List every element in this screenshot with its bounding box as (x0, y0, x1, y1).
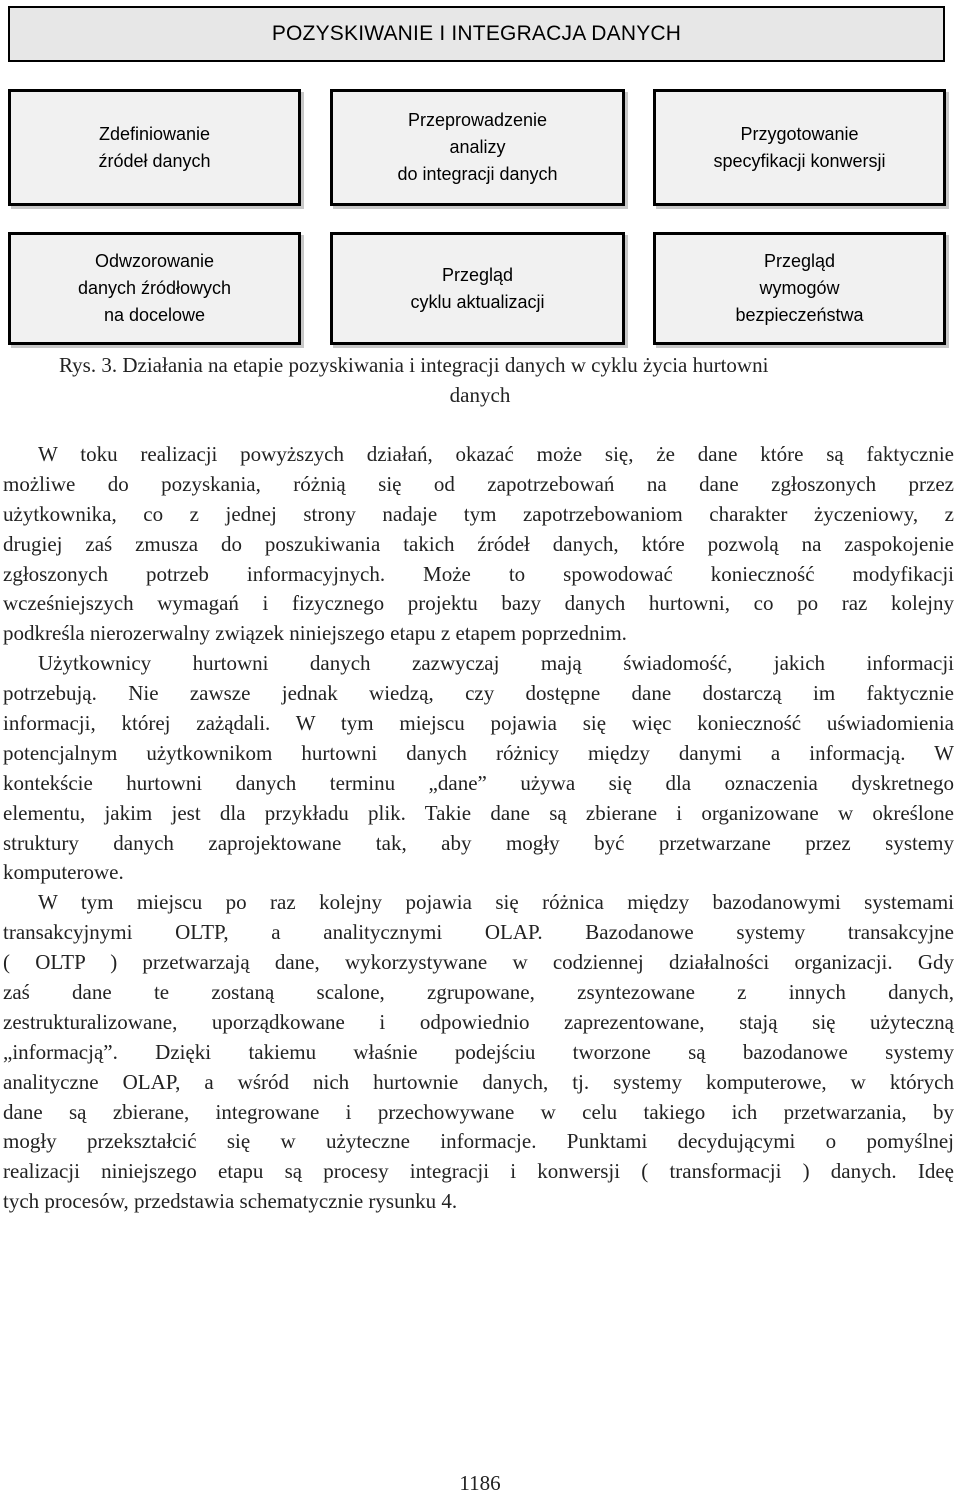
body-text (3, 440, 954, 1217)
caption-line-2: danych (449, 383, 511, 407)
text-line: drugiej zaś zmusza do poszukiwania takich źródeł danych, które pozwolą na zaspokojenie (3, 531, 954, 556)
text-line: analityczne OLAP, a wśród nich hurtownie danych, tj. systemy komputerowe, w których (3, 1069, 954, 1094)
text-line: możliwe do pozyskania, różnią się od zapotrzebowań na dane zgłoszonych przez (3, 471, 954, 496)
figure-banner-title: POZYSKIWANIE I INTEGRACJA DANYCH (271, 22, 682, 45)
box-define-sources: Zdefiniowanie źródeł danych (8, 89, 301, 206)
text-line: realizacji niniejszego etapu są procesy integracji i konwersji ( transformacji ) danych. Ideę (3, 1159, 954, 1184)
text-line: dane są zbierane, integrowane i przechowywane w celu takiego ich przetwarzania, by (3, 1099, 954, 1124)
text-line: ( OLTP ) przetwarzają dane, wykorzystywane w codziennej działalności organizacji. Gdy (3, 950, 954, 975)
text-line: zgłoszonych potrzeb informacyjnych. Może to spowodować konieczność modyfikacji (3, 561, 954, 586)
text-line: transakcyjnymi OLTP, a analitycznymi OLAP. Bazodanowe systemy transakcyjne (3, 920, 954, 945)
text-line: struktury danych zaprojektowane tak, aby mogły być przetwarzane przez systemy (3, 830, 954, 855)
box-conversion-spec: Przygotowanie specyfikacji konwersji (653, 89, 946, 206)
text-line: W tym miejscu po raz kolejny pojawia się różnica między bazodanowymi systemami (38, 890, 954, 915)
text-line: W toku realizacji powyższych działań, okazać może się, że dane które są faktycznie (38, 442, 954, 466)
figure-caption (0, 350, 960, 410)
text-line: „informacją”. Dzięki takiemu właśnie podejściu tworzone są bazodanowe systemy (3, 1039, 954, 1064)
figure-banner (8, 6, 945, 62)
caption-line-1: Rys. 3. Działania na etapie pozyskiwania i integracji danych w cyklu życia hurtowni (59, 353, 769, 377)
page-number: 1186 (459, 1471, 501, 1495)
box-security-review: Przegląd wymogów bezpieczeństwa (653, 232, 946, 345)
text-line: elementu, jakim jest dla przykładu plik. Takie dane są zbierane i organizowane w określone (3, 800, 954, 825)
text-line: kontekście hurtowni danych terminu „dane” używa się dla oznaczenia dyskretnego (3, 770, 954, 795)
text-line: komputerowe. (3, 860, 124, 885)
text-line: użytkownika, co z jednej strony nadaje tym zapotrzebowaniom charakter życzeniowy, z (3, 501, 954, 526)
text-line: mogły przekształcić się w użyteczne informacje. Punktami decydującymi o pomyślnej (3, 1129, 954, 1154)
text-line: potrzebują. Nie zawsze jednak wiedzą, czy dostępne dane dostarczą im faktycznie (3, 681, 954, 706)
text-line: informacji, której zażądali. W tym miejscu pojawia się więc konieczność uświadomienia (3, 711, 954, 736)
text-line: podkreśla nierozerwalny związek niniejszego etapu z etapem poprzednim. (3, 621, 627, 646)
box-integration-analysis: Przeprowadzenie analizy do integracji danych (330, 89, 625, 206)
box-source-mapping: Odwzorowanie danych źródłowych na docelowe (8, 232, 301, 345)
text-line: potencjalnym użytkownikom hurtowni danych różnicy między danymi a informacją. W (3, 740, 954, 765)
text-line: tych procesów, przedstawia schematycznie rysunku 4. (3, 1189, 458, 1214)
text-line: Użytkownicy hurtowni danych zazwyczaj mają świadomość, jakich informacji (38, 651, 954, 676)
box-update-cycle-review: Przegląd cyklu aktualizacji (330, 232, 625, 345)
text-line: zestrukturalizowane, uporządkowane i odpowiednio zaprezentowane, stają się użyteczną (3, 1009, 954, 1034)
text-line: zaś dane te zostaną scalone, zgrupowane, zsyntezowane z innych danych, (3, 980, 954, 1005)
text-line: wcześniejszych wymagań i fizycznego projektu bazy danych hurtowni, co po raz kolejny (3, 591, 954, 616)
